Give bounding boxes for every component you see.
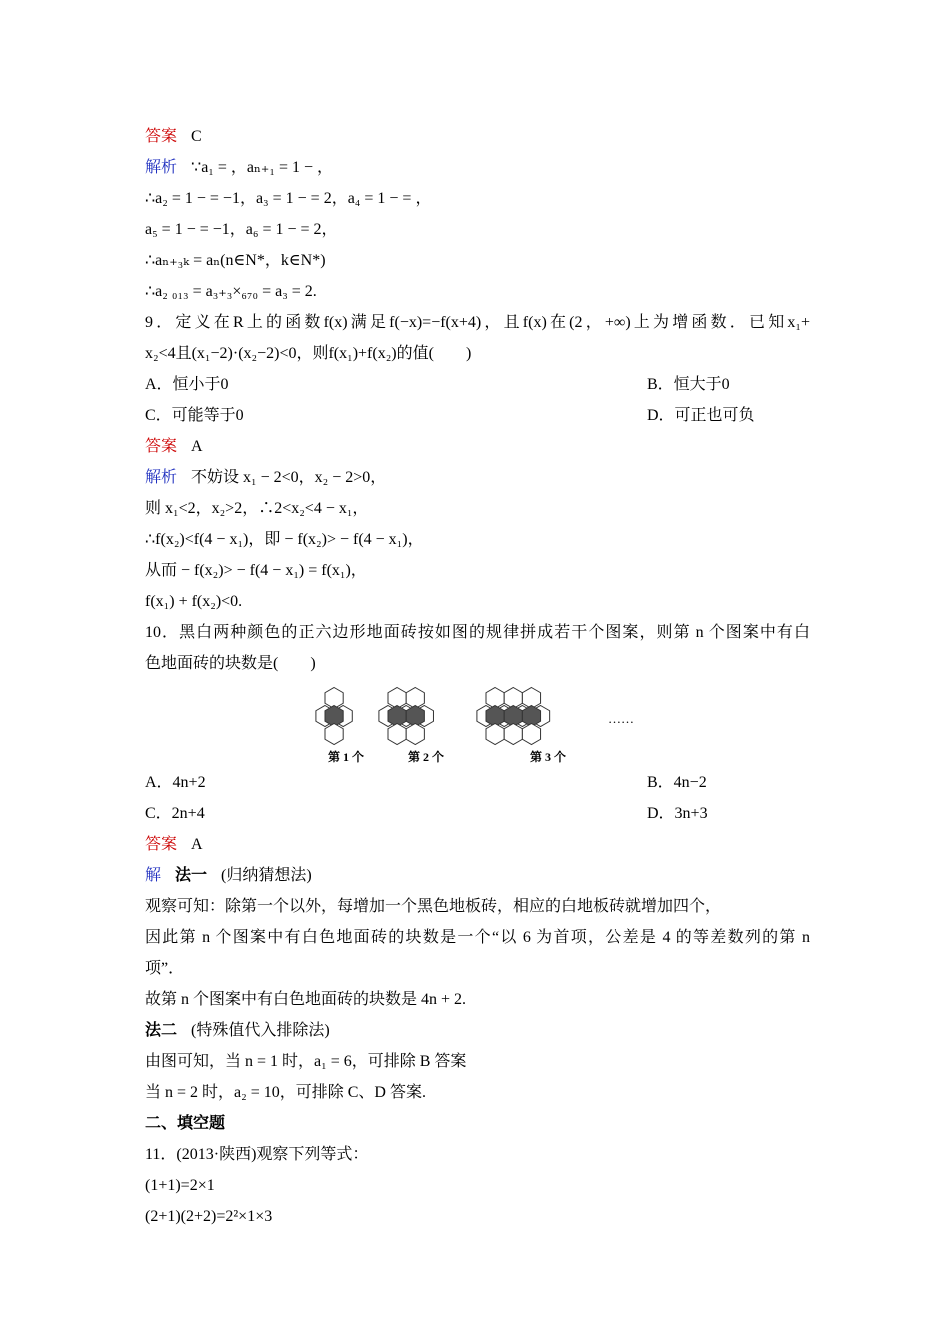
q8-answer-line	[145, 121, 810, 152]
q10-method1-line-2: 因此第 n 个图案中有白色地面砖的块数是一个“以 6 为首项，公差是 4 的等差数列的第 n	[145, 929, 810, 946]
hexagon-tile-figure	[145, 679, 810, 767]
document-body	[145, 121, 810, 1232]
q11-equation-2: (2+1)(2+2)=2²×1×3	[145, 1208, 273, 1225]
q9-answer-line	[145, 431, 810, 462]
q10-stem-line-1: 10．黑白两种颜色的正六边形地面砖按如图的规律拼成若干个图案，则第 n 个图案中有白	[145, 624, 810, 641]
q9-stem-line-2: x₂<4且(x₁−2)·(x₂−2)<0，则f(x₁)+f(x₂)的值( )	[145, 345, 472, 362]
figure-ellipsis: ……	[608, 711, 634, 726]
q10-options-row-2	[145, 798, 810, 829]
white-hex-tile	[325, 724, 343, 745]
q10-method2-line-2: 当 n = 2 时，a₂ = 10，可排除 C、D 答案.	[145, 1084, 426, 1101]
q9-analysis-line-4: 从而 − f(x₂)> − f(4 − x₁) = f(x₁)，	[145, 562, 367, 579]
q11-stem: 11．(2013·陕西)观察下列等式：	[145, 1146, 369, 1163]
option-c: C．可能等于0	[145, 407, 244, 424]
q10-method2-line-1: 由图可知，当 n = 1 时，a₁ = 6，可排除 B 答案	[145, 1053, 467, 1070]
q9-stem-line-1: 9．定义在R上的函数f(x)满足f(−x)=−f(x+4)，且f(x)在(2，+∞)上为增函数．已知x₁+	[145, 314, 810, 331]
answer-label: 答案	[145, 438, 178, 455]
white-hex-tile	[486, 724, 504, 745]
figure-label-1: 第 1 个	[328, 750, 365, 764]
q8-analysis-line-5: ∴a₂ ₀₁₃ = a₃₊₃×₆₇₀ = a₃ = 2.	[145, 283, 317, 300]
option-b: B．4n−2	[647, 774, 707, 791]
figure-label-2: 第 2 个	[408, 750, 445, 764]
q10-method2-heading	[145, 1015, 810, 1046]
option-a: A．恒小于0	[145, 376, 229, 393]
q10-stem-line-2: 色地面砖的块数是( )	[145, 655, 316, 672]
q9-analysis-line-2: 则 x₁<2，x₂>2，∴2<x₂<4 − x₁，	[145, 500, 369, 517]
solution-label: 解	[145, 867, 162, 884]
method2-note: (特殊值代入排除法)	[191, 1022, 330, 1039]
answer-value: A	[191, 836, 203, 853]
answer-value: A	[191, 438, 203, 455]
option-d: D．可正也可负	[647, 407, 755, 424]
white-hex-tile	[388, 724, 406, 745]
q9-analysis-line-1	[145, 462, 810, 493]
analysis-label: 解析	[145, 159, 178, 176]
option-a: A．4n+2	[145, 774, 206, 791]
q9-options-row-1	[145, 369, 810, 400]
q10-method1-line-3: 项”．	[145, 960, 185, 977]
white-hex-tile	[504, 724, 522, 745]
q8-analysis-line-2: ∴a₂ = 1 − = −1，a₃ = 1 − = 2，a₄ = 1 − = ，	[145, 190, 432, 207]
option-d: D．3n+3	[647, 805, 708, 822]
section-title: 二、填空题	[145, 1115, 226, 1132]
answer-value: C	[191, 128, 202, 145]
white-hex-tile	[406, 724, 424, 745]
method1-title: 法一	[175, 867, 208, 884]
answer-label: 答案	[145, 836, 178, 853]
method2-title: 法二	[145, 1022, 178, 1039]
white-hex-tile	[522, 724, 540, 745]
q10-method1-heading	[145, 860, 810, 891]
q10-answer-line	[145, 829, 810, 860]
analysis-label: 解析	[145, 469, 178, 486]
q8-analysis-line-4: ∴aₙ₊₃ₖ = aₙ(n∈N*，k∈N*)	[145, 252, 326, 269]
hexagon-patterns	[315, 685, 645, 765]
q8-analysis-line-3: a₅ = 1 − = −1，a₆ = 1 − = 2，	[145, 221, 338, 238]
method1-note: (归纳猜想法)	[221, 867, 312, 884]
q8-analysis-line-1	[145, 152, 810, 183]
answer-label: 答案	[145, 128, 178, 145]
q11-equation-1: (1+1)=2×1	[145, 1177, 215, 1194]
q10-method1-line-1: 观察可知：除第一个以外，每增加一个黑色地板砖，相应的白地板砖就增加四个，	[145, 898, 722, 915]
figure-label-3: 第 3 个	[530, 750, 567, 764]
option-c: C．2n+4	[145, 805, 205, 822]
option-b: B．恒大于0	[647, 376, 730, 393]
q9-options-row-2	[145, 400, 810, 431]
analysis-text: ∵a₁ = ，aₙ₊₁ = 1 − ，	[191, 159, 333, 176]
q10-options-row-1	[145, 767, 810, 798]
analysis-text: 不妨设 x₁ − 2<0，x₂ − 2>0，	[191, 469, 387, 486]
q10-method1-line-4: 故第 n 个图案中有白色地面砖的块数是 4n + 2.	[145, 991, 467, 1008]
q9-analysis-line-3: ∴f(x₂)<f(4 − x₁)，即 − f(x₂)> − f(4 − x₁)，	[145, 531, 424, 548]
q9-analysis-line-5: f(x₁) + f(x₂)<0.	[145, 593, 243, 610]
